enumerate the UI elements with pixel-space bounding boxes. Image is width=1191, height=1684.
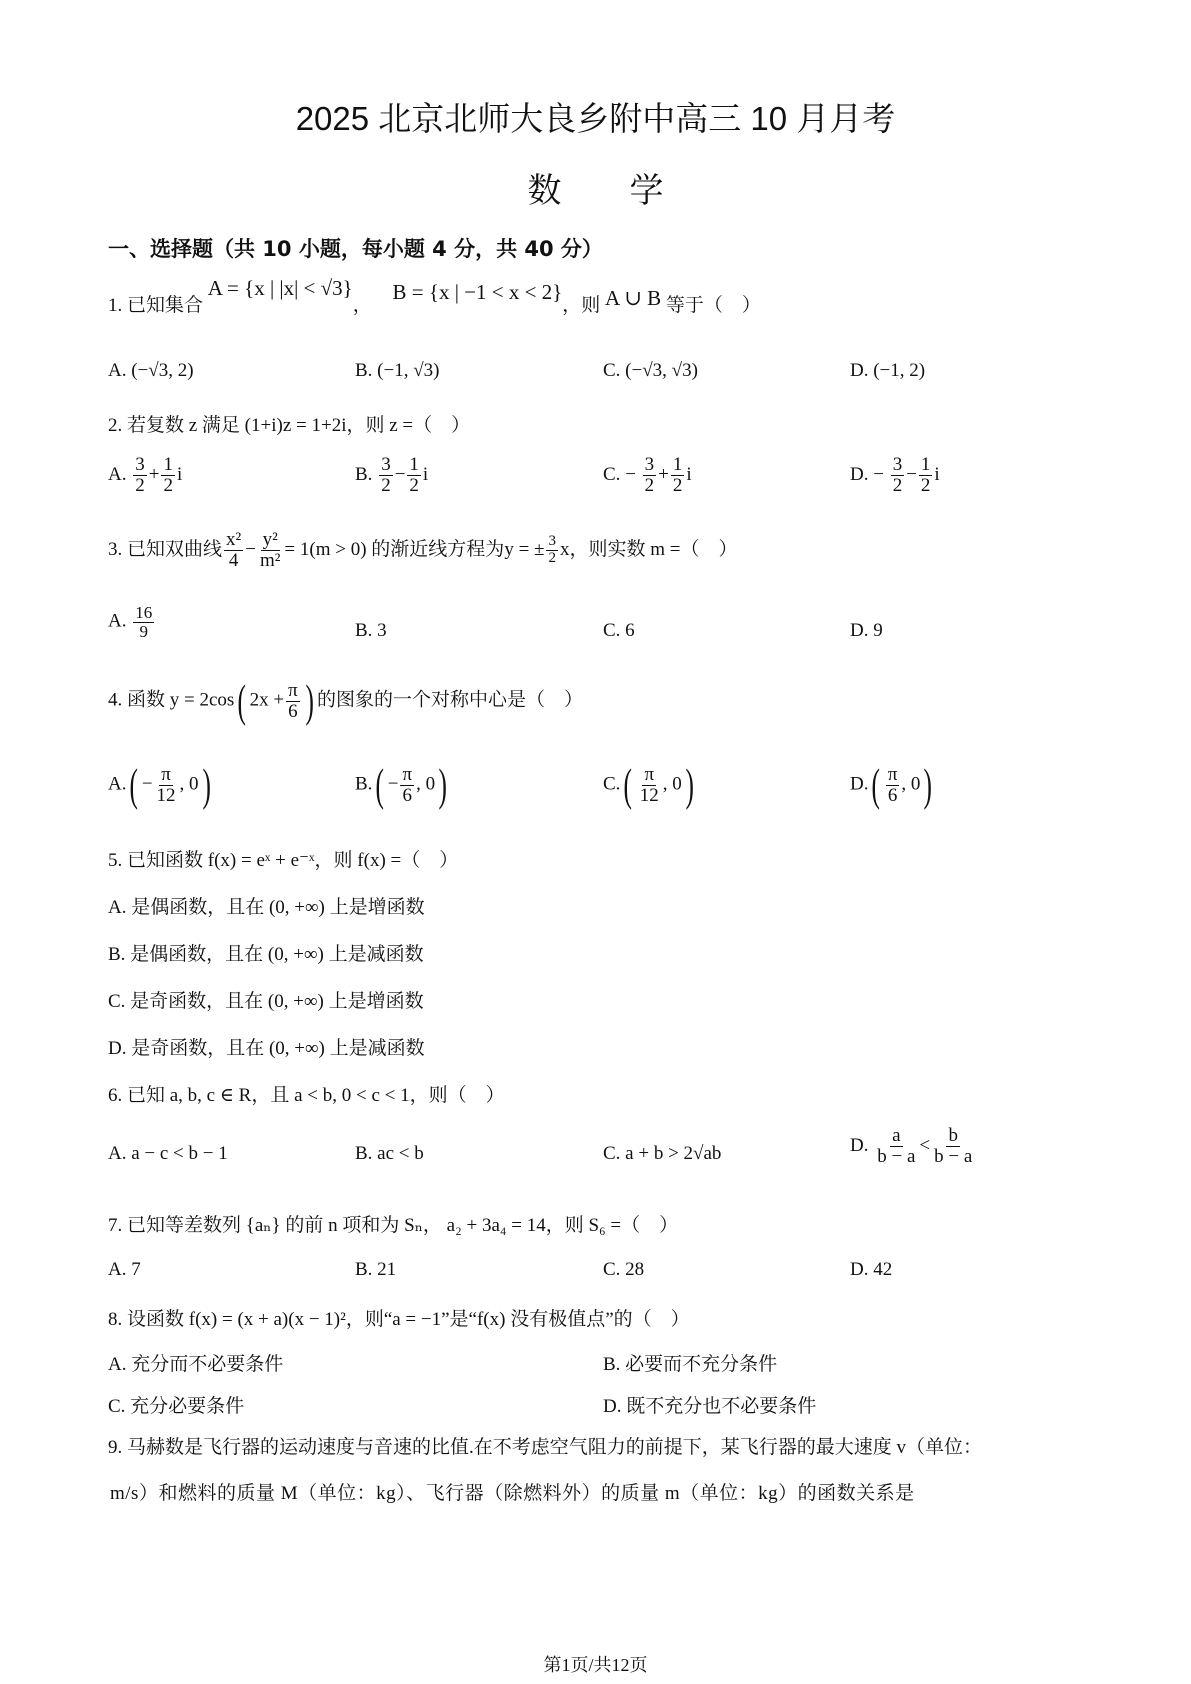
numerator: 3: [381, 454, 391, 475]
denominator: 9: [139, 621, 148, 641]
option-label: B.: [355, 463, 373, 485]
denominator: 2: [920, 474, 931, 496]
option-2b[interactable]: [355, 455, 428, 496]
option-label: D.: [850, 773, 869, 795]
question-stem-mid: ，则: [562, 295, 601, 316]
option-4a[interactable]: [108, 759, 214, 810]
denominator: 2: [135, 474, 145, 496]
fraction: [886, 765, 900, 806]
denominator: 12: [156, 784, 176, 806]
fraction: [875, 1126, 917, 1167]
numerator: y²: [262, 529, 278, 550]
equation-rhs: = 1(m > 0): [284, 538, 367, 560]
numerator: π: [887, 763, 898, 785]
right-paren: ): [201, 759, 211, 810]
fraction: [919, 455, 933, 496]
option-label: C.: [603, 463, 621, 485]
question-5: [108, 845, 458, 872]
numerator: 16: [135, 603, 153, 622]
option-4d[interactable]: [850, 759, 936, 810]
numerator: 3: [892, 454, 903, 475]
question-stem: 已知函数 f(x) = eˣ + e⁻ˣ，则 f(x) =（ ）: [127, 850, 459, 871]
operator: −: [245, 538, 256, 560]
option-label: D.: [850, 1134, 869, 1156]
denominator: 12: [639, 784, 659, 806]
fraction: [133, 455, 147, 496]
option-label: B.: [355, 773, 373, 795]
page-number: 第1页/共12页: [543, 1655, 648, 1675]
sign: −: [141, 773, 153, 795]
question-7: [108, 1210, 678, 1237]
option-1c[interactable]: C. (−√3, √3): [603, 360, 698, 381]
fraction: [400, 765, 414, 806]
denominator: b − a: [934, 1145, 973, 1167]
operator: +: [658, 463, 669, 485]
option-4b[interactable]: [355, 759, 450, 810]
fraction: [932, 1126, 974, 1167]
fraction: [546, 534, 558, 567]
imag-unit: i: [176, 463, 183, 485]
option-5d[interactable]: D. 是奇函数，且在 (0, +∞) 上是减函数: [108, 1038, 425, 1059]
fraction: [643, 455, 657, 496]
coord-y: , 0: [179, 773, 199, 795]
option-label: A.: [108, 463, 127, 485]
option-2d[interactable]: [850, 455, 940, 496]
imag-unit: i: [686, 463, 692, 485]
option-2a[interactable]: [108, 455, 182, 496]
right-paren: ): [305, 675, 314, 726]
option-2c[interactable]: [603, 455, 692, 496]
asymptote-prefix: y = ±: [504, 538, 545, 560]
sign: −: [873, 463, 884, 485]
numerator: π: [402, 763, 413, 785]
section-heading: 一、选择题（共 10 小题，每小题 4 分，共 40 分）: [108, 237, 603, 261]
sign: −: [387, 773, 399, 795]
right-paren: ): [685, 759, 694, 810]
numerator: π: [644, 763, 655, 785]
operator: <: [919, 1134, 931, 1156]
option-5c[interactable]: C. 是奇函数，且在 (0, +∞) 上是增函数: [108, 991, 424, 1012]
question-stem: 函数 y = 2cos: [127, 689, 235, 711]
denominator: 2: [892, 474, 903, 496]
question-stem: 已知 a, b, c ∈ R，且 a < b, 0 < c < 1，则（ ）: [127, 1085, 505, 1106]
question-9-line-1: 9. 马赫数是飞行器的运动速度与音速的比值.在不考虑空气阻力的前提下，某飞行器的最大速度 v（单位：: [108, 1437, 983, 1458]
denominator: 6: [402, 784, 413, 806]
option-7a[interactable]: A. 7: [108, 1259, 141, 1280]
numerator: 1: [409, 454, 419, 475]
fraction: [379, 455, 393, 496]
denominator: 2: [548, 549, 556, 566]
asymptote-var: x: [559, 538, 570, 560]
union-expr: A ∪ B: [605, 286, 662, 310]
question-number: 4.: [108, 689, 123, 711]
fraction: [161, 455, 175, 496]
denominator: 6: [288, 700, 298, 722]
fraction: [638, 765, 661, 806]
numerator: b: [948, 1125, 958, 1146]
denominator: 2: [163, 474, 173, 496]
question-4: [108, 675, 584, 726]
option-6c[interactable]: C. a + b > 2√ab: [603, 1143, 722, 1164]
numerator: 1: [672, 454, 683, 475]
set-a-expr: A = {x | |x| < √3}: [207, 276, 353, 300]
question-6: [108, 1080, 505, 1107]
left-paren: (: [375, 759, 385, 810]
option-label: C.: [603, 773, 621, 795]
denominator: 2: [644, 474, 655, 496]
option-1b[interactable]: B. (−1, √3): [355, 360, 440, 381]
option-label: D.: [850, 463, 869, 485]
question-1: 1. 已知集合 A = {x | |x| < √3}， B = {x | −1 < x < 2}，则 A ∪ B 等于（ ）: [108, 276, 761, 316]
question-number: 8.: [108, 1309, 123, 1330]
question-stem: 设函数 f(x) = (x + a)(x − 1)²，则“a = −1”是“f(x) 没有极值点”的（ ）: [127, 1309, 690, 1330]
operator: −: [906, 463, 917, 485]
denominator: b − a: [877, 1145, 916, 1167]
question-stem: 已知集合: [127, 295, 204, 316]
set-b-expr: B = {x | −1 < x < 2}: [392, 280, 563, 304]
operator: −: [394, 463, 406, 485]
left-paren: (: [871, 759, 881, 810]
question-number: 7.: [108, 1215, 123, 1236]
option-3c[interactable]: C. 6: [603, 620, 635, 641]
imag-unit: i: [934, 463, 940, 485]
denominator: 2: [672, 474, 683, 496]
option-6b[interactable]: B. ac < b: [355, 1143, 424, 1164]
numerator: 3: [548, 533, 556, 550]
denominator: 2: [409, 474, 419, 496]
fraction: [286, 681, 300, 722]
fraction: [671, 455, 685, 496]
option-8d[interactable]: D. 既不充分也不必要条件: [603, 1396, 817, 1417]
imag-unit: i: [422, 463, 429, 485]
sign: −: [625, 463, 636, 485]
numerator: a: [892, 1125, 901, 1146]
denominator: 6: [887, 784, 898, 806]
question-stem-mid: 的渐近线方程为: [371, 538, 505, 560]
coord-y: , 0: [416, 773, 436, 795]
question-9-line-2: m/s）和燃料的质量 M（单位：kg）、飞行器（除燃料外）的质量 m（单位：kg）的函数关系是: [110, 1483, 915, 1504]
fraction: [891, 455, 905, 496]
option-3b[interactable]: B. 3: [355, 620, 387, 641]
question-stem: 已知双曲线: [127, 538, 223, 560]
option-1a[interactable]: A. (−√3, 2): [108, 360, 194, 381]
coord-y: , 0: [901, 773, 921, 795]
inner-expr: 2x +: [249, 689, 285, 711]
exam-title: 2025 北京北师大良乡附中高三 10 月月考: [295, 100, 896, 137]
fraction: [224, 530, 243, 571]
option-7d[interactable]: D. 42: [850, 1259, 893, 1280]
question-3: [108, 530, 737, 571]
question-stem-suffix: ，则实数 m =（ ）: [569, 538, 738, 560]
right-paren: ): [923, 759, 933, 810]
numerator: π: [161, 763, 171, 785]
option-6a[interactable]: A. a − c < b − 1: [108, 1143, 228, 1164]
numerator: 3: [135, 454, 145, 475]
option-1d[interactable]: D. (−1, 2): [850, 360, 926, 381]
question-8: [108, 1304, 690, 1331]
option-3a[interactable]: [108, 604, 156, 641]
left-paren: (: [237, 675, 247, 726]
option-7b[interactable]: B. 21: [355, 1259, 397, 1280]
option-label: A.: [108, 773, 127, 795]
option-5a[interactable]: A. 是偶函数，且在 (0, +∞) 上是增函数: [108, 897, 425, 918]
fraction: [155, 765, 178, 806]
denominator: 2: [381, 474, 391, 496]
option-3d[interactable]: D. 9: [850, 620, 883, 641]
operator: +: [148, 463, 160, 485]
option-5b[interactable]: B. 是偶函数，且在 (0, +∞) 上是减函数: [108, 944, 424, 965]
denominator: m²: [259, 549, 281, 571]
numerator: 1: [163, 454, 173, 475]
left-paren: (: [623, 759, 633, 810]
fraction: [407, 455, 421, 496]
question-2: 2. 若复数 z 满足 (1+i)z = 1+2i，则 z =（ ）: [108, 415, 471, 436]
exam-subject: 数 学: [527, 172, 664, 210]
numerator: π: [288, 679, 298, 701]
option-8a[interactable]: A. 充分而不必要条件: [108, 1354, 284, 1375]
question-number: 3.: [108, 538, 123, 560]
option-6d[interactable]: [850, 1126, 976, 1167]
option-8c[interactable]: C. 充分必要条件: [108, 1396, 245, 1417]
right-paren: ): [438, 759, 447, 810]
denominator: 4: [228, 549, 239, 571]
question-stem-suffix: 等于（ ）: [665, 295, 761, 316]
left-paren: (: [129, 759, 139, 810]
question-number: 6.: [108, 1085, 123, 1106]
option-label: A.: [108, 610, 127, 632]
option-7c[interactable]: C. 28: [603, 1259, 645, 1280]
question-stem-suffix: 的图象的一个对称中心是（ ）: [317, 689, 584, 711]
fraction: [258, 530, 282, 571]
option-4c[interactable]: [603, 759, 697, 810]
numerator: x²: [226, 529, 242, 550]
numerator: 1: [920, 454, 931, 475]
coord-y: , 0: [662, 773, 682, 795]
numerator: 3: [644, 454, 655, 475]
question-number: 1.: [108, 295, 123, 316]
question-number: 5.: [108, 850, 123, 871]
question-stem: 已知等差数列 {aₙ} 的前 n 项和为 Sₙ， a₂ + 3a₄ = 14，则 S₆ =（ ）: [127, 1215, 679, 1236]
option-8b[interactable]: B. 必要而不充分条件: [603, 1354, 778, 1375]
fraction: [133, 604, 154, 641]
